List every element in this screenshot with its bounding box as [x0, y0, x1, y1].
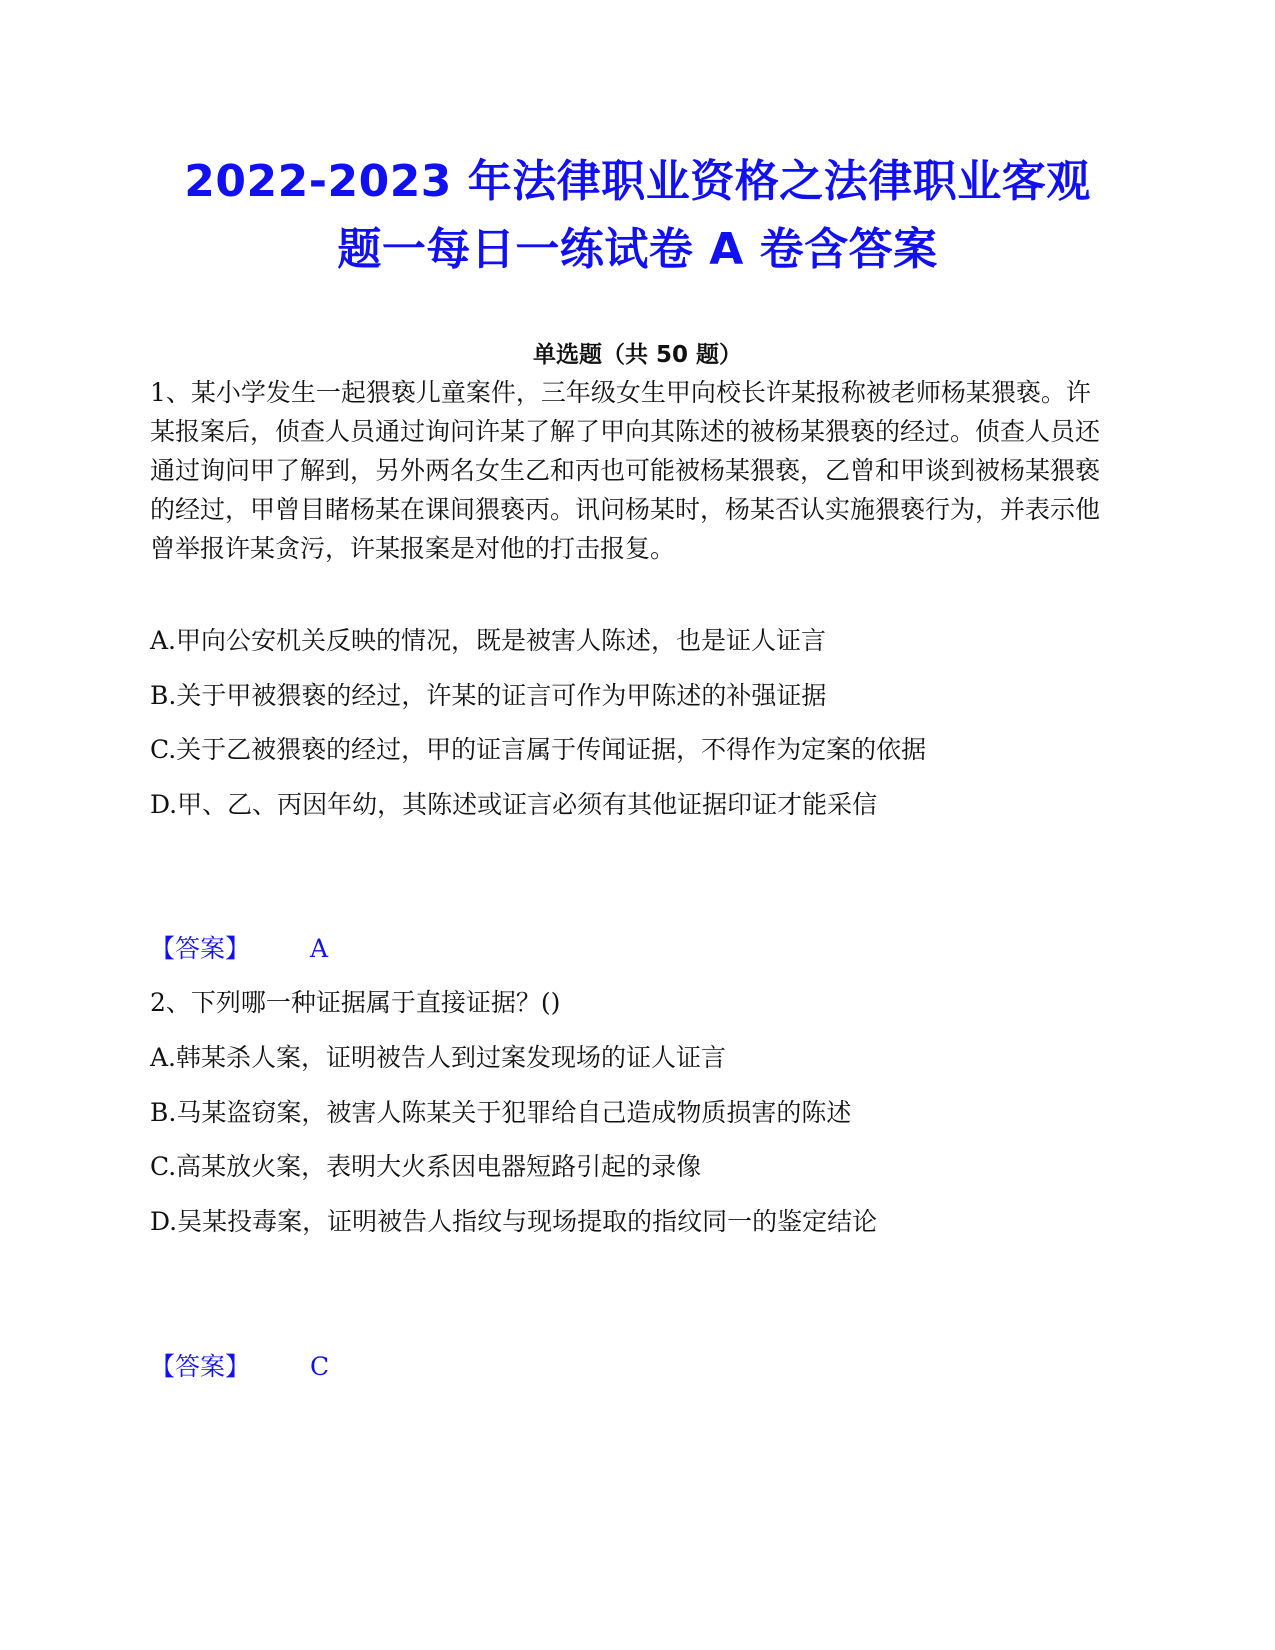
answer-label: 【答案】 [150, 934, 251, 963]
document-title [120, 148, 1155, 284]
question-1-option-b: B.关于甲被猥亵的经过，许某的证言可作为甲陈述的补强证据 [150, 681, 827, 710]
answer-value: A [310, 934, 329, 963]
question-1-answer [150, 931, 550, 967]
section-heading: 单选题（共 50 题） [532, 342, 743, 368]
question-2-option-d: D.吴某投毒案，证明被告人指纹与现场提取的指纹同一的鉴定结论 [150, 1207, 878, 1236]
question-1-option-a: A.甲向公安机关反映的情况，既是被害人陈述，也是证人证言 [150, 626, 827, 655]
question-2-answer [150, 1349, 550, 1385]
question-1-option-d: D.甲、乙、丙因年幼，其陈述或证言必须有其他证据印证才能采信 [150, 790, 878, 819]
document-title-line-2: 题一每日一练试卷 A 卷含答案 [337, 224, 938, 275]
answer-label: 【答案】 [150, 1352, 251, 1381]
question-1-stem: 1、某小学发生一起猥亵儿童案件，三年级女生甲向校长许某报称被老师杨某猥亵。许某报案后，侦查人员通过询问许某了解了甲向其陈述的被杨某猥亵的经过。侦查人员还通过询问甲了解到，另外两名女生乙和丙也可能被杨某猥亵，乙曾和甲谈到被杨某猥亵的经过，甲曾目睹杨某在课间猥亵丙。讯问杨某时，杨某否认实施猥亵行为，并表示他曾举报许某贪污，许某报案是对他的打击报复。 [150, 378, 1101, 563]
document-title-line-1: 2022-2023 年法律职业资格之法律职业客观 [184, 156, 1091, 207]
answer-value: C [310, 1352, 330, 1381]
question-2-option-b: B.马某盗窃案，被害人陈某关于犯罪给自己造成物质损害的陈述 [150, 1098, 852, 1127]
question-1-option-c: C.关于乙被猥亵的经过，甲的证言属于传闻证据，不得作为定案的依据 [150, 735, 927, 764]
question-2-stem: 2、下列哪一种证据属于直接证据？() [150, 988, 561, 1017]
question-2-option-a: A.韩某杀人案，证明被告人到过案发现场的证人证言 [150, 1043, 727, 1072]
question-2-option-c: C.高某放火案，表明大火系因电器短路引起的录像 [150, 1152, 702, 1181]
